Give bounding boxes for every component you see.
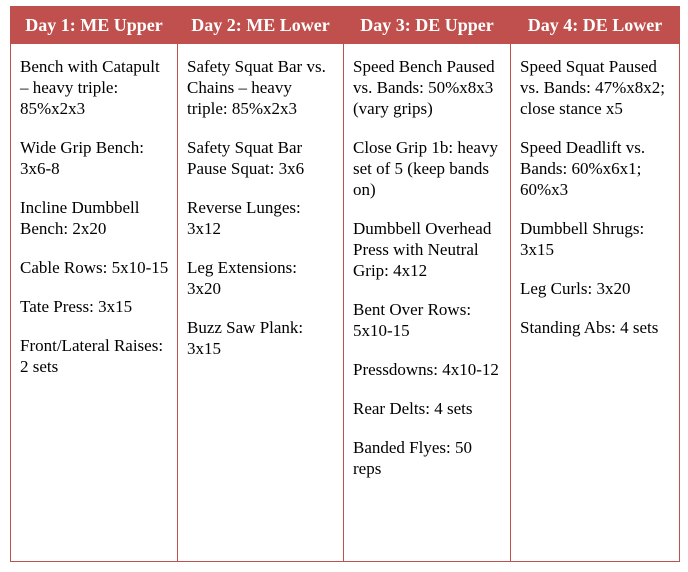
exercise-item: Speed Deadlift vs. Bands: 60%x6x1; 60%x3 xyxy=(520,138,646,199)
exercise-item: Banded Flyes: 50 reps xyxy=(353,438,472,478)
day-4-exercises xyxy=(511,44,680,562)
exercise-item: Wide Grip Bench: 3x6-8 xyxy=(20,138,144,178)
workout-program-table xyxy=(10,6,680,562)
exercise-item: Speed Squat Paused vs. Bands: 47%x8x2; close stance x5 xyxy=(520,57,665,118)
exercise-item: Incline Dumbbell Bench: 2x20 xyxy=(20,198,140,238)
exercise-item: Reverse Lunges: 3x12 xyxy=(187,198,301,238)
day-4-header: Day 4: DE Lower xyxy=(511,7,680,44)
exercise-item: Dumbbell Shrugs: 3x15 xyxy=(520,219,645,259)
exercise-item: Buzz Saw Plank: 3x15 xyxy=(187,318,304,358)
exercise-item: Leg Curls: 3x20 xyxy=(520,279,631,298)
exercise-item: Pressdowns: 4x10-12 xyxy=(353,360,499,379)
exercise-item: Bent Over Rows: 5x10-15 xyxy=(353,300,472,340)
day-1-header: Day 1: ME Upper xyxy=(11,7,178,44)
exercise-item: Safety Squat Bar vs. Chains – heavy triple: 85%x2x3 xyxy=(187,57,326,118)
exercise-item: Speed Bench Paused vs. Bands: 50%x8x3 (vary grips) xyxy=(353,57,495,118)
exercise-item: Close Grip 1b: heavy set of 5 (keep bands on) xyxy=(353,138,498,199)
day-3-header: Day 3: DE Upper xyxy=(344,7,511,44)
exercise-item: Rear Delts: 4 sets xyxy=(353,399,473,418)
day-1-exercises xyxy=(11,44,178,562)
day-2-exercises xyxy=(178,44,344,562)
exercise-item: Standing Abs: 4 sets xyxy=(520,318,659,337)
exercise-item: Bench with Catapult – heavy triple: 85%x2x3 xyxy=(20,57,160,118)
exercise-item: Leg Extensions: 3x20 xyxy=(187,258,298,298)
exercise-item: Dumbbell Overhead Press with Neutral Grip: 4x12 xyxy=(353,219,492,280)
exercise-item: Cable Rows: 5x10-15 xyxy=(20,258,169,277)
exercise-item: Front/Lateral Raises: 2 sets xyxy=(20,336,164,376)
day-3-exercises xyxy=(344,44,511,562)
exercise-row xyxy=(11,44,680,562)
day-2-header: Day 2: ME Lower xyxy=(178,7,344,44)
header-row xyxy=(11,7,680,44)
exercise-item: Tate Press: 3x15 xyxy=(20,297,133,316)
exercise-item: Safety Squat Bar Pause Squat: 3x6 xyxy=(187,138,305,178)
